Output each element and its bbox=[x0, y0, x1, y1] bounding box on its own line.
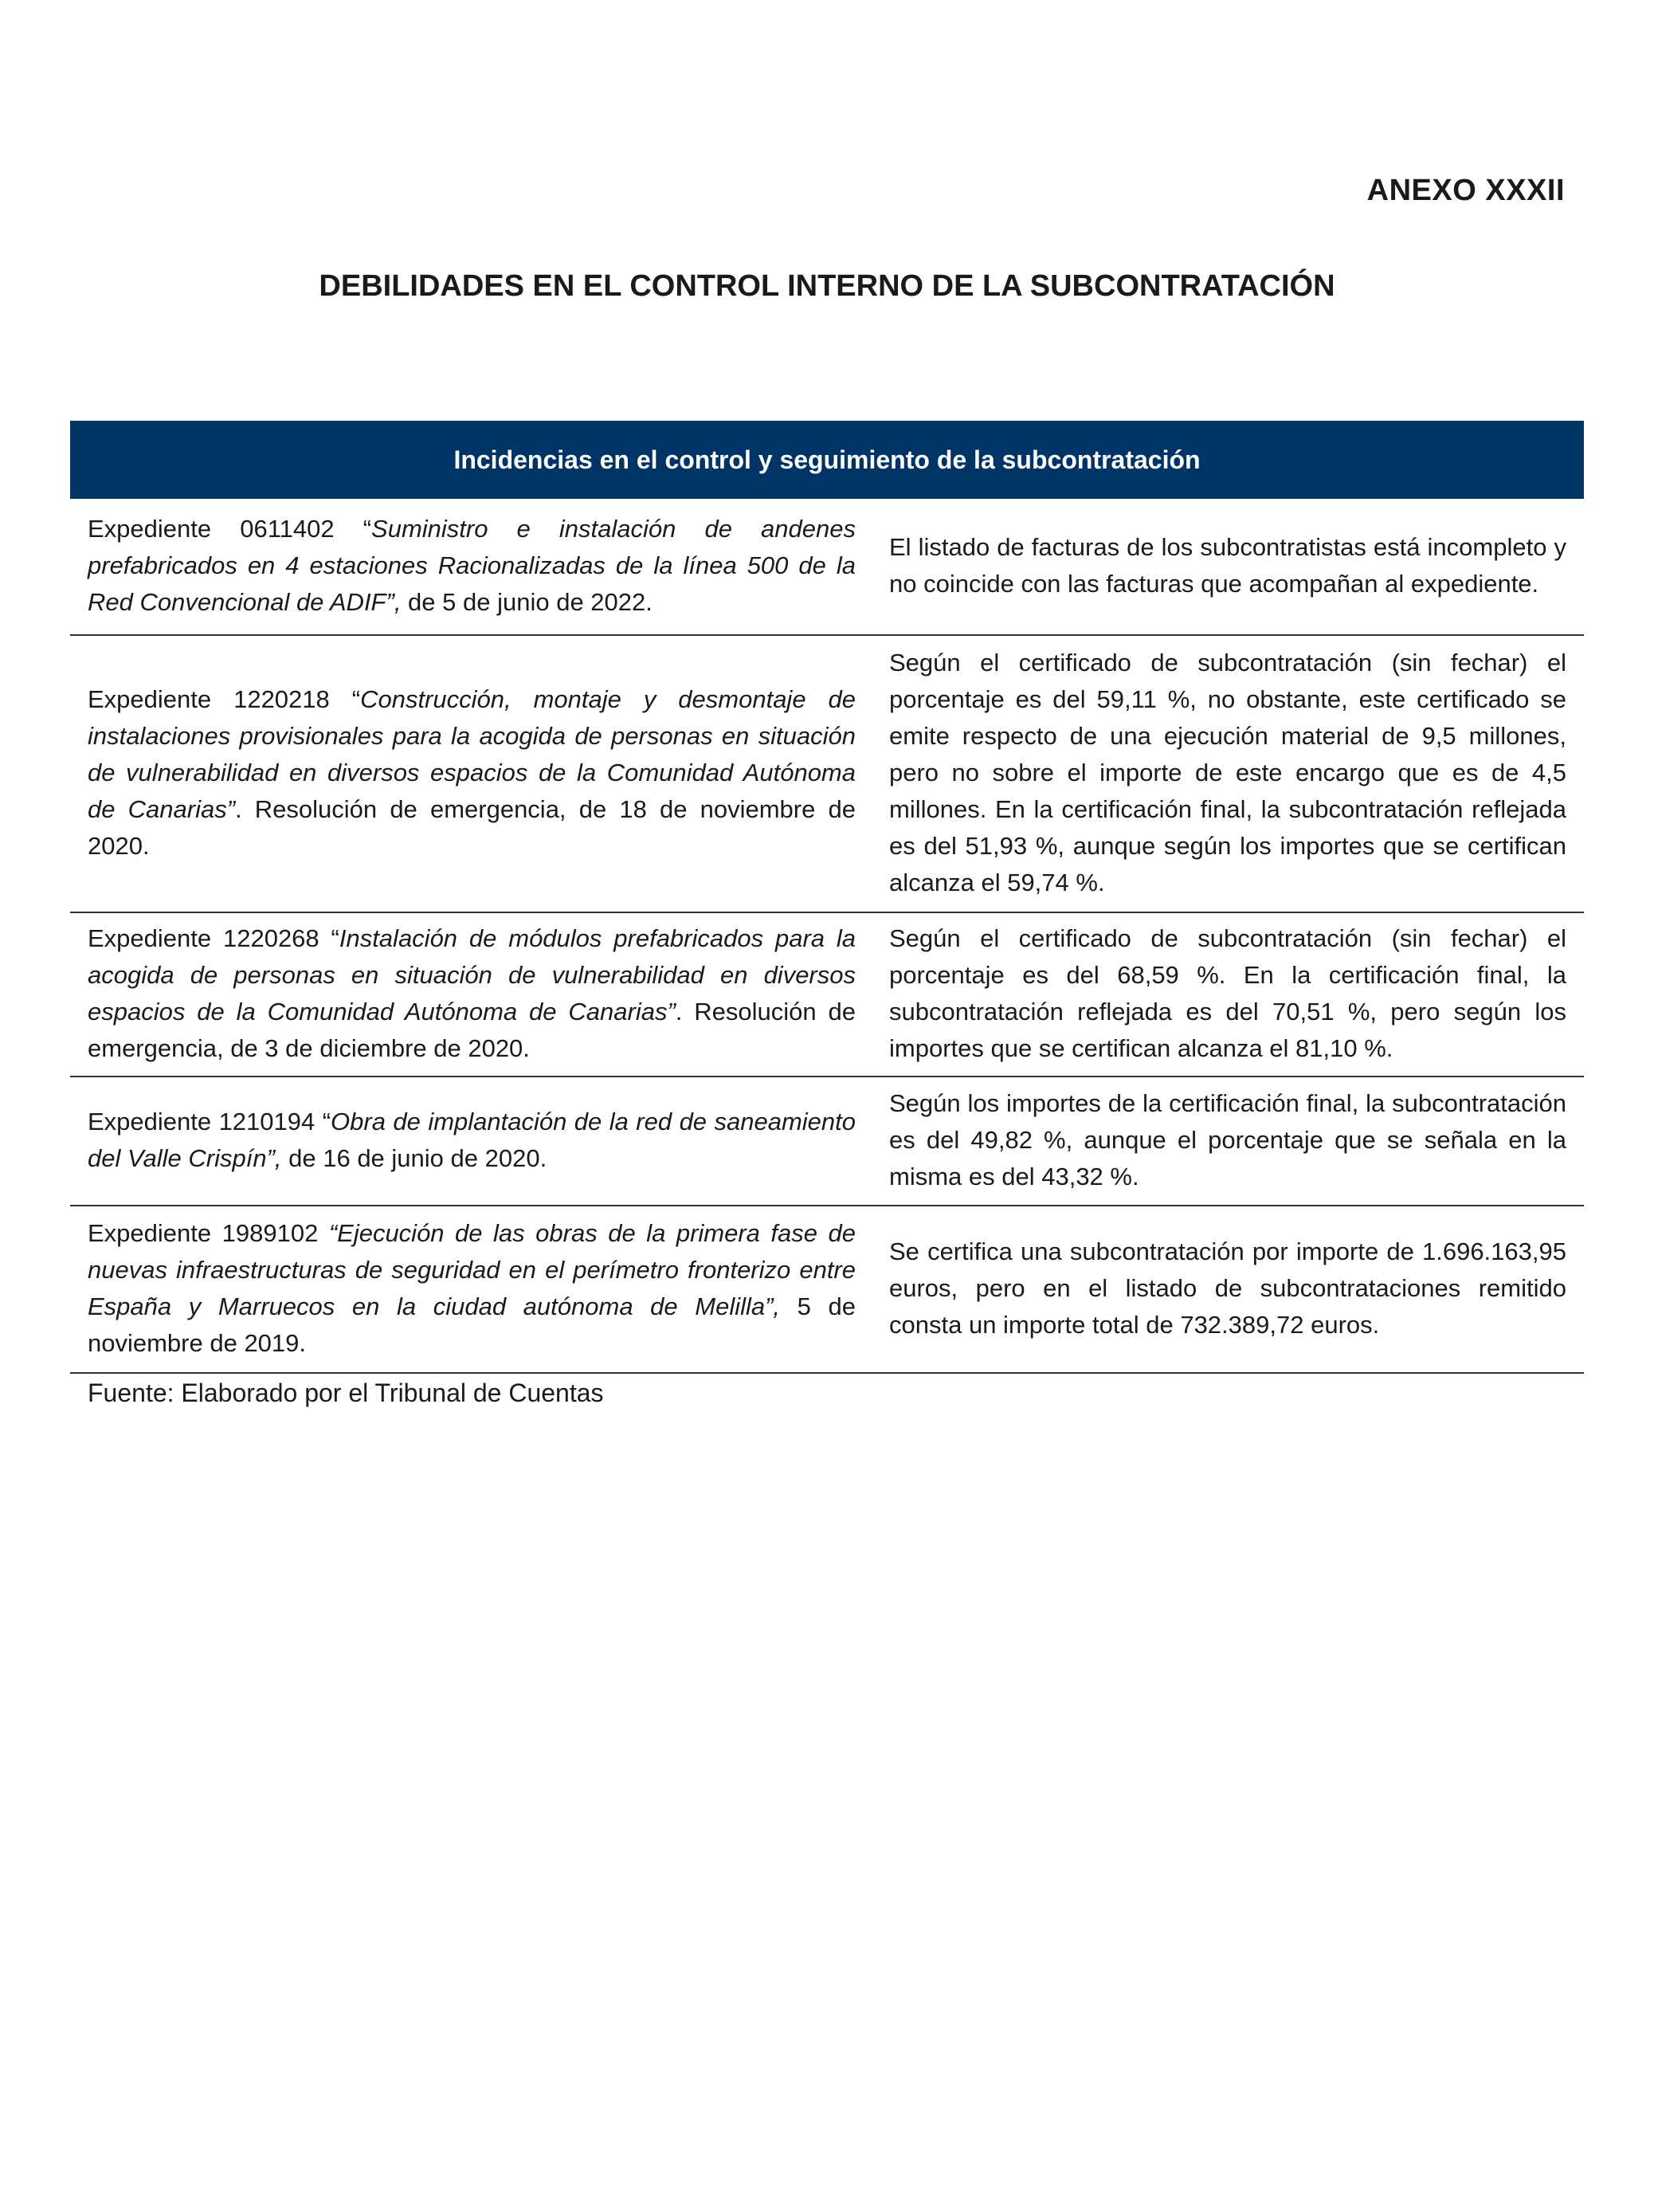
case-title: Construcción, montaje y desmontaje de instalaciones provisionales para la acogida de personas en situación de vulnerabilidad en diversos espacios de la Comunidad Autónoma de Canarias” bbox=[88, 685, 856, 823]
table-row bbox=[70, 499, 1584, 636]
incident-description bbox=[876, 913, 1584, 1076]
annex-label: ANEXO XXXII bbox=[1366, 174, 1565, 207]
case-title: Obra de implantación de la red de saneamiento del Valle Crispín”, bbox=[88, 1108, 856, 1172]
case-detail: de 16 de junio de 2020. bbox=[281, 1144, 547, 1172]
case-title: Instalación de módulos prefabricados para la acogida de personas en situación de vulnerabilidad en diversos espacios de la Comunidad Autónoma de Canarias” bbox=[88, 924, 856, 1026]
table-row bbox=[70, 913, 1584, 1077]
case-title: “Ejecución de las obras de la primera fase de nuevas infraestructuras de seguridad en el perímetro fronterizo entre España y Marruecos en la ciudad autónoma de Melilla”, bbox=[88, 1219, 856, 1320]
case-detail: . Resolución de emergencia, de 18 de noviembre de 2020. bbox=[88, 795, 856, 860]
table-row bbox=[70, 1206, 1584, 1374]
incident-text: Según el certificado de subcontratación (sin fechar) el porcentaje es del 59,11 %, no obstante, este certificado se emite respecto de una ejecución material de 9,5 millones, pero no sobre el importe de este encargo que es de 4,5 millones. En la certificación final, la subcontratación reflejada es del 51,93 %, aunque según los importes que se certifican alcanza el 59,74 %. bbox=[889, 649, 1566, 896]
incident-description bbox=[876, 1206, 1584, 1372]
case-detail: 5 de noviembre de 2019. bbox=[88, 1292, 856, 1357]
incident-text: Se certifica una subcontratación por importe de 1.696.163,95 euros, pero en el listado de subcontrataciones remitido consta un importe total de 732.389,72 euros. bbox=[889, 1237, 1566, 1339]
case-number: Expediente 1220218 “ bbox=[88, 685, 361, 713]
case-description bbox=[70, 499, 876, 634]
incident-text: El listado de facturas de los subcontratistas está incompleto y no coincide con las facturas que acompañan al expediente. bbox=[889, 533, 1566, 598]
incident-text: Según los importes de la certificación final, la subcontratación es del 49,82 %, aunque el porcentaje que se señala en la misma es del 43,32 %. bbox=[889, 1089, 1566, 1190]
page-title: DEBILIDADES EN EL CONTROL INTERNO DE LA SUBCONTRATACIÓN bbox=[319, 269, 1335, 303]
case-description bbox=[70, 1077, 876, 1205]
incident-text: Según el certificado de subcontratación (sin fechar) el porcentaje es del 68,59 %. En la certificación final, la subcontratación reflejada es del 70,51 %, pero según los importes que se certifican alcanza el 81,10 %. bbox=[889, 924, 1566, 1062]
table-row bbox=[70, 1077, 1584, 1206]
case-description bbox=[70, 913, 876, 1076]
table-heading: Incidencias en el control y seguimiento de la subcontratación bbox=[70, 421, 1584, 499]
case-number: Expediente 1989102 bbox=[88, 1219, 329, 1247]
incident-description bbox=[876, 636, 1584, 912]
case-description bbox=[70, 1206, 876, 1372]
case-detail: . Resolución de emergencia, de 3 de diciembre de 2020. bbox=[88, 998, 856, 1062]
case-number: Expediente 0611402 “ bbox=[88, 515, 372, 543]
case-number: Expediente 1220268 “ bbox=[88, 924, 339, 952]
case-detail: de 5 de junio de 2022. bbox=[401, 588, 653, 616]
incident-description bbox=[876, 499, 1584, 634]
case-description bbox=[70, 636, 876, 912]
source-note: Fuente: Elaborado por el Tribunal de Cuentas bbox=[88, 1379, 604, 1407]
case-number: Expediente 1210194 “ bbox=[88, 1108, 331, 1135]
incident-description bbox=[876, 1077, 1584, 1205]
incidents-table bbox=[70, 421, 1584, 1410]
case-title: Suministro e instalación de andenes prefabricados en 4 estaciones Racionalizadas de la línea 500 de la Red Convencional de ADIF”, bbox=[88, 515, 856, 616]
table-row bbox=[70, 636, 1584, 913]
